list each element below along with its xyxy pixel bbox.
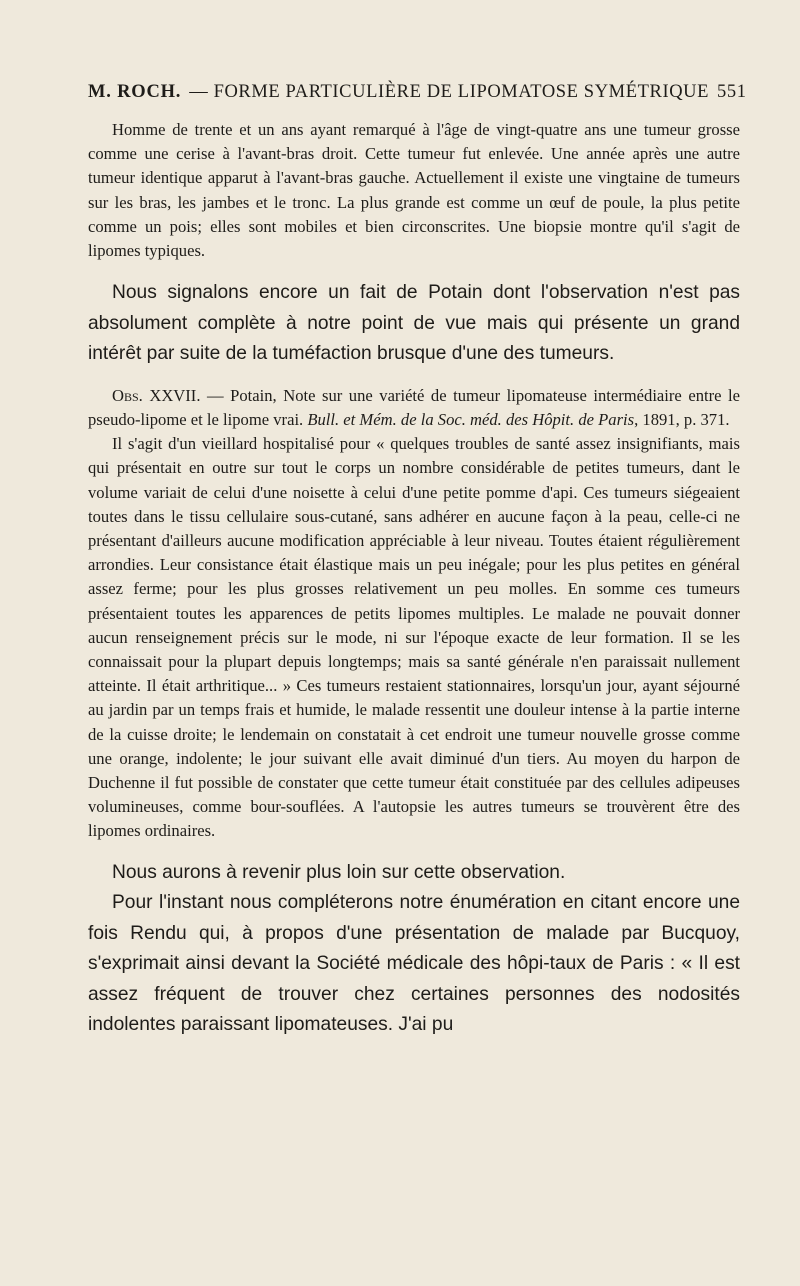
observation-text: — Potain, Note sur une variété de tumeur lipomateuse intermédiaire entre le pseudo-lipome et le lipome vrai. — [88, 385, 740, 429]
paragraph-observation-body: Il s'agit d'un vieillard hospitalisé pour « quelques troubles de santé assez insignifiants, mais qui présentait en outre sur tout le corps un nombre considérable de petites tumeurs, dant le volume variait de celui d'une noisette à celui d'une petite pomme d'api. Ces tumeurs siégeaient toutes dans le tissu cellulaire sous-cutané, sans adhérer en aucune façon à la peau, celle-ci ne présentant d'ailleurs aucune modification appréciable à leur niveau. Toutes étaient régulièrement arrondies. Leur consistance était élastique mais un peu inégale; pour les plus petites en général assez ferme; pour les plus grosses relativement un peu molles. En somme ces tumeurs présentaient toutes les apparences de petits lipomes multiples. Le malade ne pouvait donner aucun renseignement précis sur le mode, ni sur l'époque exacte de leur formation. Il se les connaissait pour la plupart depuis longtemps; mais sa santé générale n'en paraissait nullement atteinte. Il était arthritique... » Ces tumeurs restaient stationnaires, lorsqu'un jour, ayant séjourné au jardin par un temps frais et humide, le malade ressentit une douleur intense à la partie interne de la cuisse droite; le lendemain on constatait à cet endroit une tumeur nouvelle grosse comme une orange, indolente; le jour suivant elle avait diminué d'un tiers. Au moyen du harpon de Duchenne il fut possible de constater que cette tumeur était constituée par des cellules adipeuses volumineuses, comme bour-souflées. A l'autopsie les autres tumeurs se trouvèrent être des lipomes ordinaires. — [88, 434, 740, 841]
paragraph-observation-reference — [88, 384, 740, 432]
observation-journal-reference: Bull. et Mém. de la Soc. méd. des Hôpit. de Paris — [307, 409, 635, 429]
paragraph-potain-intro: Nous signalons encore un fait de Potain dont l'observation n'est pas absolument complète à notre point de vue mais qui présente un grand intérêt par suite de la tuméfaction brusque d'une des tumeurs. — [88, 282, 740, 365]
page — [88, 82, 747, 1041]
paragraph-case-description: Homme de trente et un ans ayant remarqué à l'âge de vingt-quatre ans une tumeur grosse comme une cerise à l'avant-bras droit. Cette tumeur fut enlevée. Une année après une autre tumeur identique apparut à l'avant-bras gauche. Actuellement il existe une vingtaine de tumeurs sur les bras, les jambes et le tronc. La plus grande est comme un œuf de poule, la plus petite comme un pois; elles sont mobiles et bien circonscrites. Une biopsie montre qu'il s'agit de lipomes typiques. — [88, 120, 740, 261]
observation-label: Obs. XXVII. — [112, 385, 201, 405]
paragraph-return-note: Nous aurons à revenir plus loin sur cette observation. — [112, 861, 566, 883]
observation-citation: , 1891, p. 371. — [634, 409, 730, 429]
running-head-title: — FORME PARTICULIÈRE DE LIPOMATOSE SYMÉTRIQUE — [189, 82, 710, 102]
page-number: 551 — [717, 82, 747, 102]
running-head — [88, 82, 747, 103]
running-head-author: M. ROCH. — [88, 82, 182, 102]
paragraph-rendu-citation: Pour l'instant nous compléterons notre énumération en citant encore une fois Rendu qui, à propos d'une présentation de malade par Bucquoy, s'exprimait ainsi devant la Société médicale des hôpi-taux de Paris : « Il est assez fréquent de trouver chez certaines personnes des nodosités indolentes paraissant lipomateuses. J'ai pu — [88, 892, 740, 1036]
